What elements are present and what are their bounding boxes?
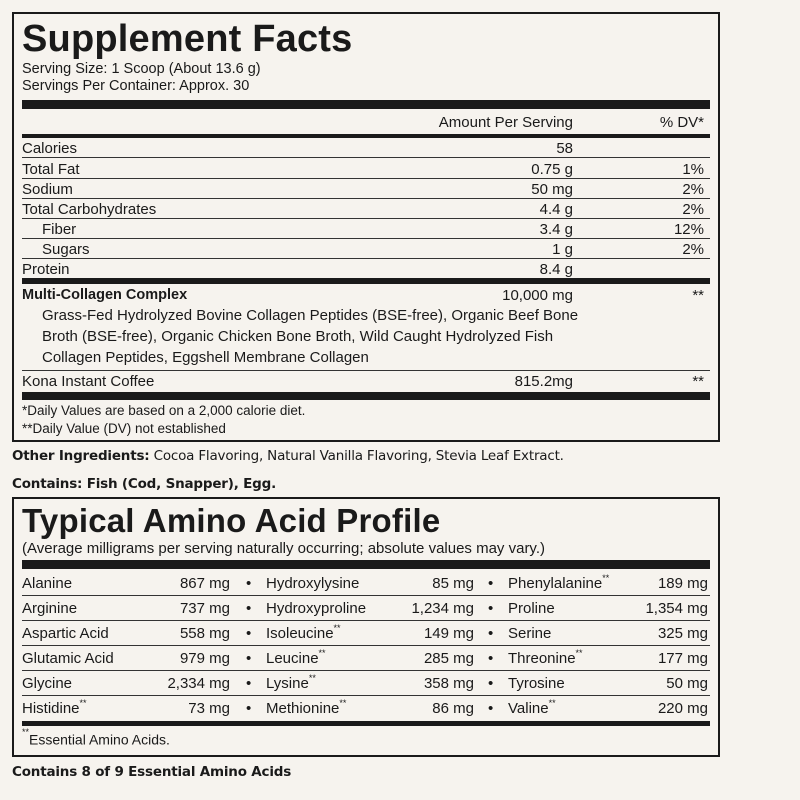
thick-divider	[22, 392, 710, 400]
amino-acid-value: 85 mg	[432, 575, 474, 592]
amino-acid-label: Leucine	[266, 650, 319, 667]
amino-acid-name	[508, 675, 565, 692]
amino-acid-label: Lysine	[266, 675, 309, 692]
serving-size: Serving Size: 1 Scoop (About 13.6 g)	[22, 61, 261, 77]
amino-acid-name	[266, 600, 366, 617]
essential-marker: **	[548, 698, 556, 708]
amino-acid-label: Methionine	[266, 700, 340, 717]
collagen-row	[22, 284, 710, 304]
bullet-separator: •	[246, 575, 252, 592]
amino-acid-value: 1,354 mg	[645, 600, 708, 617]
bullet-separator: •	[246, 675, 252, 692]
amino-row	[22, 621, 710, 646]
amino-acid-value: 220 mg	[657, 700, 708, 717]
nutrient-row	[22, 178, 710, 198]
nutrient-row	[22, 137, 710, 157]
nutrient-row	[22, 238, 710, 258]
essential-marker: **	[333, 623, 341, 633]
footnote-daily-values: *Daily Values are based on a 2,000 calorie diet.	[22, 403, 306, 418]
bullet-separator: •	[488, 650, 494, 667]
amino-acid-label: Threonine	[508, 650, 576, 667]
nutrient-dv: 12%	[673, 221, 704, 238]
collagen-dv: **	[692, 287, 704, 304]
amino-acid-name	[508, 600, 555, 617]
bullet-separator: •	[488, 700, 494, 717]
nutrient-dv: 1%	[682, 161, 704, 178]
amino-row	[22, 646, 710, 671]
nutrient-dv: 2%	[682, 241, 704, 258]
amino-acid-name	[266, 575, 359, 592]
amino-acid-label: Glycine	[22, 675, 73, 692]
amino-acid-label: Tyrosine	[508, 675, 565, 692]
essential-amino-footnote	[22, 727, 170, 748]
nutrient-row	[22, 258, 710, 278]
amino-acid-name	[22, 650, 114, 667]
amino-acid-name	[22, 575, 72, 592]
amino-acid-label: Hydroxylysine	[266, 575, 360, 592]
nutrient-amount: 0.75 g	[531, 161, 573, 178]
amount-per-serving-header: Amount Per Serving	[438, 114, 573, 131]
footnote-text: Essential Amino Acids.	[29, 731, 170, 748]
collagen-name: Multi-Collagen Complex	[22, 287, 188, 303]
amino-row	[22, 671, 710, 696]
amino-acid-name	[508, 700, 556, 717]
amino-acid-value: 50 mg	[666, 675, 708, 692]
nutrient-name: Calories	[22, 140, 78, 157]
nutrient-dv: 2%	[682, 181, 704, 198]
bullet-separator: •	[488, 675, 494, 692]
amino-acid-label: Arginine	[22, 600, 78, 617]
nutrient-name: Total Carbohydrates	[22, 201, 157, 218]
amino-acid-value: 177 mg	[657, 650, 708, 667]
amino-row	[22, 696, 710, 721]
thick-divider	[22, 721, 710, 726]
amino-acid-value: 1,234 mg	[411, 600, 474, 617]
nutrient-amount: 3.4 g	[539, 221, 573, 238]
dv-header: % DV*	[659, 114, 704, 131]
coffee-amount: 815.2mg	[514, 373, 573, 390]
nutrient-name: Fiber	[42, 221, 77, 238]
coffee-dv: **	[692, 373, 704, 390]
supplement-facts-title: Supplement Facts	[22, 18, 353, 60]
amino-acid-name	[266, 675, 316, 692]
nutrient-row	[22, 198, 710, 218]
essential-marker: **	[308, 673, 316, 683]
amino-profile-subtitle: (Average milligrams per serving naturally occurring; absolute values may vary.)	[22, 540, 545, 557]
nutrient-amount: 50 mg	[531, 181, 573, 198]
amino-acid-name	[22, 625, 109, 642]
amino-acid-label: Serine	[508, 625, 552, 642]
coffee-name: Kona Instant Coffee	[22, 373, 155, 390]
amino-acid-value: 149 mg	[423, 625, 474, 642]
amino-acid-value: 189 mg	[657, 575, 708, 592]
amino-acid-name	[22, 675, 72, 692]
amino-acid-name	[508, 650, 583, 667]
nutrient-amount: 8.4 g	[539, 261, 573, 278]
essential-marker: **	[339, 698, 347, 708]
amino-acid-name	[266, 625, 341, 642]
essential-amino-count-note: Contains 8 of 9 Essential Amino Acids	[12, 764, 292, 780]
amino-acid-name	[508, 575, 609, 592]
other-ingredients-text: Cocoa Flavoring, Natural Vanilla Flavoring, Stevia Leaf Extract.	[149, 448, 564, 464]
amino-row	[22, 571, 710, 596]
amino-acid-value: 867 mg	[179, 575, 230, 592]
amino-acid-value: 86 mg	[432, 700, 474, 717]
thick-divider	[22, 560, 710, 569]
other-ingredients	[12, 448, 564, 464]
nutrient-row	[22, 158, 710, 178]
footnote-star: **	[22, 727, 30, 737]
amino-acid-value: 358 mg	[423, 675, 474, 692]
amino-acid-name	[22, 600, 77, 617]
amino-acid-name	[22, 700, 87, 717]
amino-acid-label: Phenylalanine	[508, 575, 603, 592]
footnote-dv-not-established: **Daily Value (DV) not established	[22, 421, 226, 436]
bullet-separator: •	[488, 625, 494, 642]
thick-divider	[22, 100, 710, 109]
amino-acid-value: 737 mg	[179, 600, 230, 617]
bullet-separator: •	[246, 625, 252, 642]
amino-acid-label: Valine	[508, 700, 549, 717]
nutrient-name: Sodium	[22, 181, 73, 198]
amino-acid-value: 325 mg	[657, 625, 708, 642]
collagen-description-line: Grass-Fed Hydrolyzed Bovine Collagen Peptides (BSE-free), Organic Beef Bone	[42, 307, 579, 324]
collagen-description-line: Broth (BSE-free), Organic Chicken Bone Broth, Wild Caught Hydrolyzed Fish	[42, 328, 554, 345]
bullet-separator: •	[246, 700, 252, 717]
nutrient-amount: 58	[556, 140, 573, 157]
amino-acid-value: 2,334 mg	[167, 675, 230, 692]
nutrient-name: Sugars	[42, 241, 90, 258]
servings-per-container: Servings Per Container: Approx. 30	[22, 78, 250, 94]
essential-marker: **	[79, 698, 87, 708]
amino-acid-name	[266, 700, 346, 717]
collagen-description-line: Collagen Peptides, Eggshell Membrane Collagen	[42, 349, 369, 366]
amino-acid-name	[508, 625, 551, 642]
nutrient-name: Protein	[22, 261, 70, 278]
nutrient-amount: 1 g	[552, 241, 573, 258]
amino-acid-label: Glutamic Acid	[22, 650, 114, 667]
amino-acid-label: Histidine	[22, 700, 80, 717]
amino-acid-value: 285 mg	[423, 650, 474, 667]
nutrient-name: Total Fat	[22, 161, 80, 178]
nutrient-amount: 4.4 g	[539, 201, 573, 218]
bullet-separator: •	[246, 600, 252, 617]
amino-row	[22, 596, 710, 621]
amino-profile-title: Typical Amino Acid Profile	[22, 502, 441, 539]
essential-marker: **	[602, 573, 610, 583]
amino-acid-label: Aspartic Acid	[22, 625, 109, 642]
nutrient-row	[22, 218, 710, 238]
amino-acid-label: Proline	[508, 600, 555, 617]
amino-acid-label: Isoleucine	[266, 625, 334, 642]
bullet-separator: •	[488, 575, 494, 592]
collagen-amount: 10,000 mg	[502, 287, 573, 304]
amino-acid-label: Hydroxyproline	[266, 600, 367, 617]
amino-acid-label: Alanine	[22, 575, 73, 592]
bullet-separator: •	[488, 600, 494, 617]
amino-acid-value: 73 mg	[188, 700, 230, 717]
bullet-separator: •	[246, 650, 252, 667]
amino-acid-value: 979 mg	[179, 650, 230, 667]
amino-acid-value: 558 mg	[179, 625, 230, 642]
amino-acid-name	[266, 650, 326, 667]
coffee-row	[22, 370, 710, 390]
essential-marker: **	[318, 648, 326, 658]
contains-allergens: Contains: Fish (Cod, Snapper), Egg.	[12, 476, 277, 492]
essential-marker: **	[575, 648, 583, 658]
nutrient-dv: 2%	[682, 201, 704, 218]
other-ingredients-label: Other Ingredients:	[12, 448, 150, 464]
supplement-facts-panel	[12, 12, 720, 442]
amino-acid-panel	[12, 497, 720, 757]
